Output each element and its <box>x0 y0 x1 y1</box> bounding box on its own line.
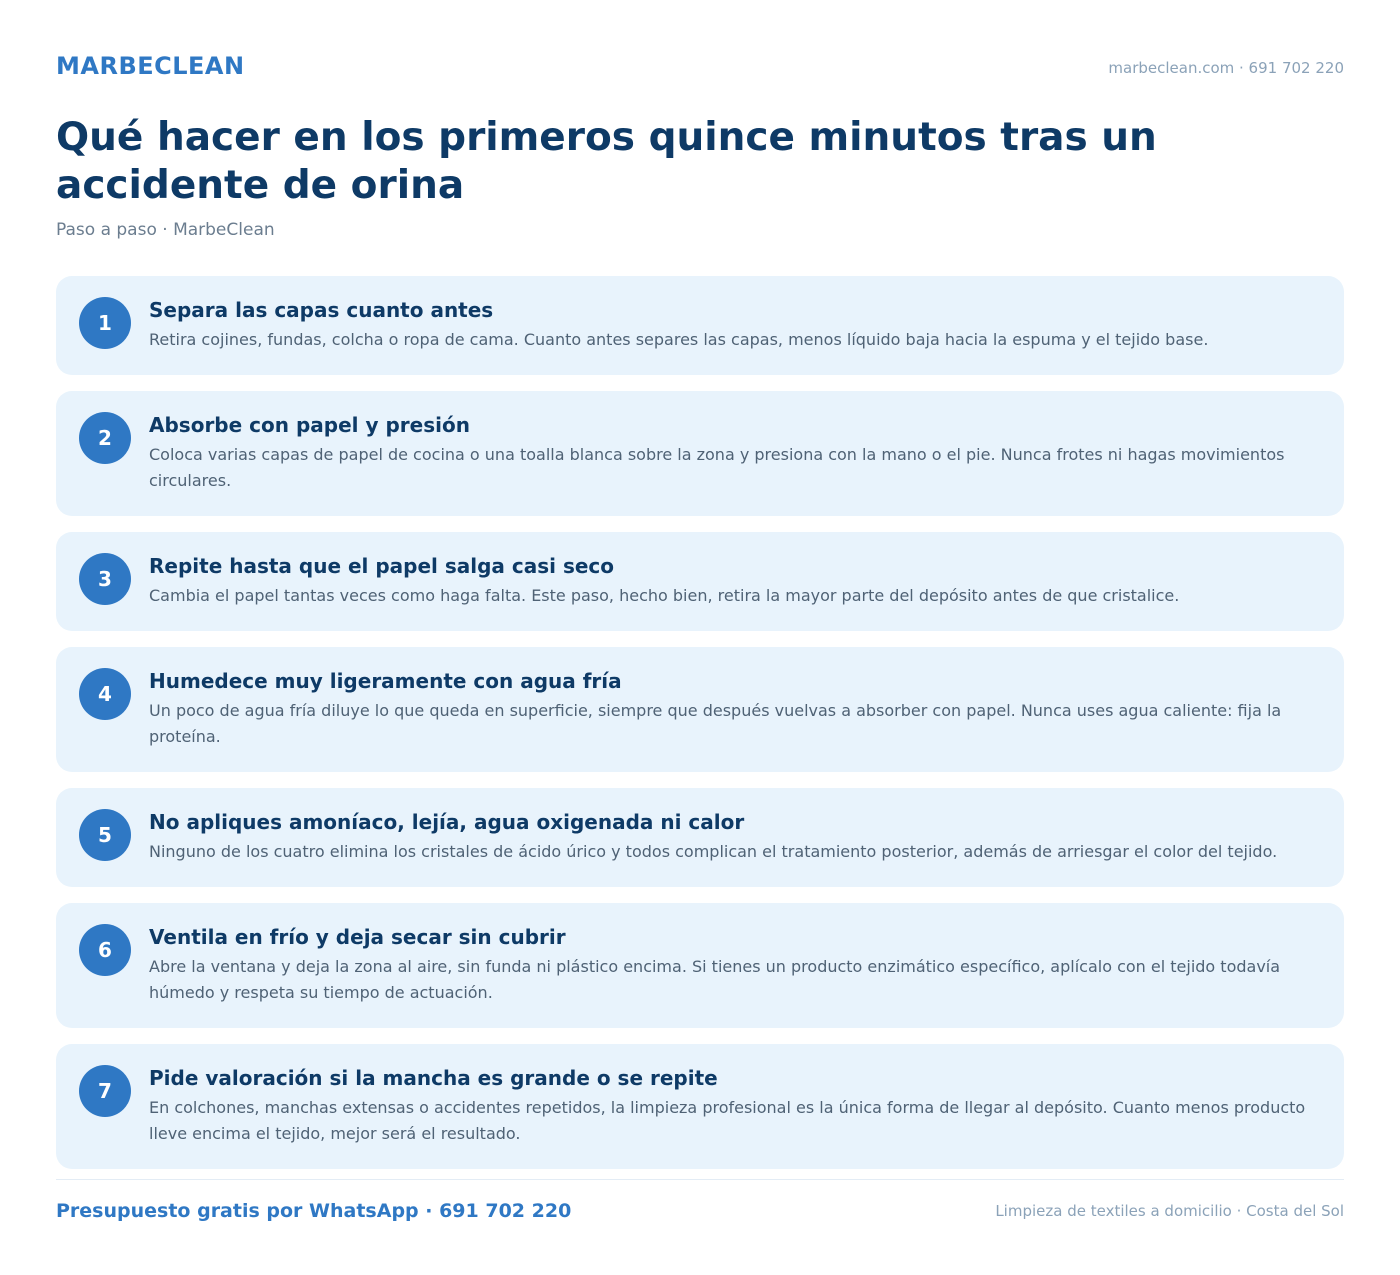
step-number-badge: 3 <box>79 553 131 605</box>
step-card-2 <box>56 391 1344 516</box>
whatsapp-cta[interactable]: Presupuesto gratis por WhatsApp · 691 702 220 <box>56 1200 572 1222</box>
step-text: En colchones, manchas extensas o accidentes repetidos, la limpieza profesional es la única forma de llegar al depósito. Cuanto menos producto lleve encima el tejido, mejor será el resultado. <box>149 1098 1306 1143</box>
step-title: Repite hasta que el papel salga casi seco <box>149 554 615 578</box>
step-card-1 <box>56 276 1344 375</box>
step-number-badge: 1 <box>79 297 131 349</box>
step-card-3 <box>56 532 1344 631</box>
steps-list <box>56 276 1344 1185</box>
header-contact: marbeclean.com · 691 702 220 <box>1108 59 1344 77</box>
step-number-badge: 6 <box>79 924 131 976</box>
page-subtitle: Paso a paso · MarbeClean <box>56 220 275 240</box>
step-text: Un poco de agua fría diluye lo que queda en superficie, siempre que después vuelvas a absorber con papel. Nunca uses agua caliente: fija la proteína. <box>149 701 1282 746</box>
footer-divider <box>56 1179 1344 1180</box>
step-text: Cambia el papel tantas veces como haga falta. Este paso, hecho bien, retira la mayor parte del depósito antes de que cristalice. <box>149 586 1180 605</box>
step-title: Absorbe con papel y presión <box>149 413 470 437</box>
step-text: Retira cojines, fundas, colcha o ropa de cama. Cuanto antes separes las capas, menos líquido baja hacia la espuma y el tejido base. <box>149 330 1209 349</box>
step-text: Abre la ventana y deja la zona al aire, sin funda ni plástico encima. Si tienes un producto enzimático específico, aplícalo con el tejido todavía húmedo y respeta su tiempo de actuación. <box>149 957 1281 1002</box>
brand-logo: MARBECLEAN <box>56 52 245 80</box>
step-title: Pide valoración si la mancha es grande o se repite <box>149 1066 718 1090</box>
step-title: Separa las capas cuanto antes <box>149 298 494 322</box>
step-card-4 <box>56 647 1344 772</box>
footer-tagline: Limpieza de textiles a domicilio · Costa del Sol <box>995 1202 1344 1220</box>
step-text: Coloca varias capas de papel de cocina o una toalla blanca sobre la zona y presiona con la mano o el pie. Nunca frotes ni hagas movimientos circulares. <box>149 445 1285 490</box>
step-title: No apliques amoníaco, lejía, agua oxigenada ni calor <box>149 810 745 834</box>
step-number-badge: 5 <box>79 809 131 861</box>
header <box>56 52 1344 84</box>
page-title: Qué hacer en los primeros quince minutos tras un accidente de orina <box>56 115 1157 208</box>
step-card-5 <box>56 788 1344 887</box>
step-title: Humedece muy ligeramente con agua fría <box>149 669 622 693</box>
step-card-6 <box>56 903 1344 1028</box>
step-number-badge: 7 <box>79 1065 131 1117</box>
step-number-badge: 2 <box>79 412 131 464</box>
step-card-7 <box>56 1044 1344 1169</box>
step-title: Ventila en frío y deja secar sin cubrir <box>149 925 566 949</box>
step-text: Ninguno de los cuatro elimina los cristales de ácido úrico y todos complican el tratamiento posterior, además de arriesgar el color del tejido. <box>149 842 1278 861</box>
step-number-badge: 4 <box>79 668 131 720</box>
